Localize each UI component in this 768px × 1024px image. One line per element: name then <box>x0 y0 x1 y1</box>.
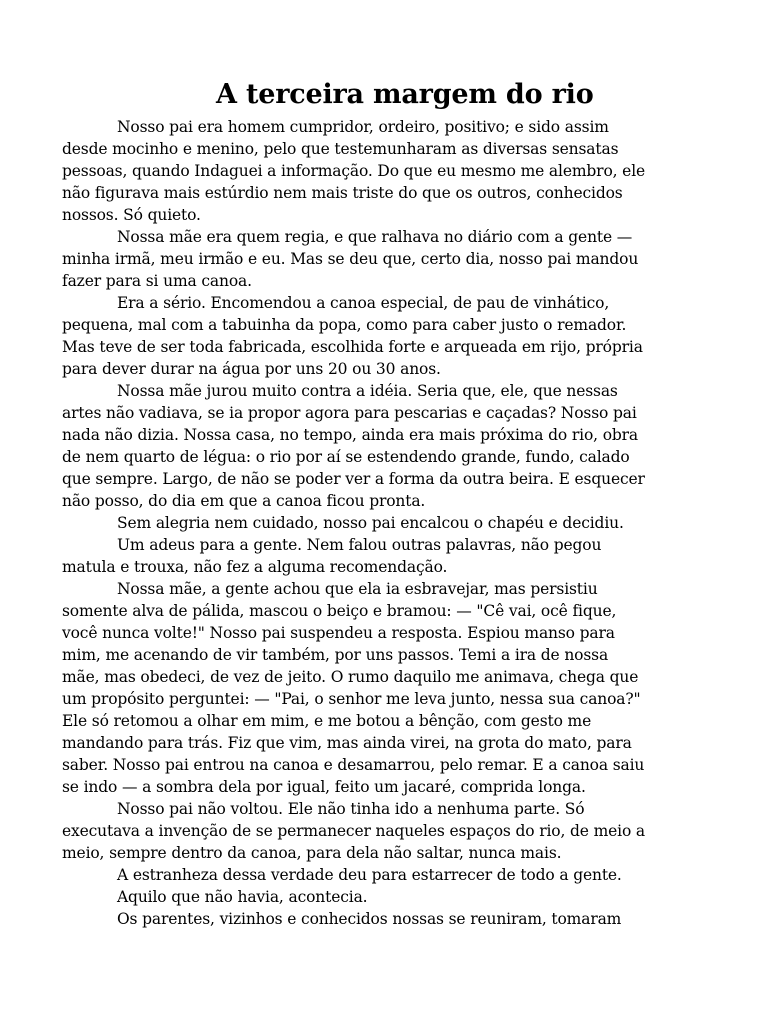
text-line: executava a invenção de se permanecer naqueles espaços do rio, de meio a <box>62 822 645 840</box>
text-line: fazer para si uma canoa. <box>62 272 252 290</box>
text-line: Nossa mãe era quem regia, e que ralhava no diário com a gente — <box>117 228 633 246</box>
text-line: não posso, do dia em que a canoa ficou pronta. <box>62 492 426 510</box>
text-line: Aquilo que não havia, acontecia. <box>117 888 368 906</box>
text-line: meio, sempre dentro da canoa, para dela não saltar, nunca mais. <box>62 844 562 862</box>
text-line: nossos. Só quieto. <box>62 206 201 224</box>
text-line: Era a sério. Encomendou a canoa especial, de pau de vinhático, <box>117 294 610 312</box>
text-line: Ele só retomou a olhar em mim, e me botou a bênção, com gesto me <box>62 712 592 730</box>
text-line: que sempre. Largo, de não se poder ver a forma da outra beira. E esquecer <box>62 470 645 488</box>
text-line: somente alva de pálida, mascou o beiço e bramou: — "Cê vai, ocê fique, <box>62 602 617 620</box>
text-line: Um adeus para a gente. Nem falou outras palavras, não pegou <box>117 536 602 554</box>
text-line: mãe, mas obedeci, de vez de jeito. O rumo daquilo me animava, chega que <box>62 668 639 686</box>
text-line: você nunca volte!" Nosso pai suspendeu a resposta. Espiou manso para <box>62 624 615 642</box>
text-line: matula e trouxa, não fez a alguma recomendação. <box>62 558 448 576</box>
text-line: para dever durar na água por uns 20 ou 30 anos. <box>62 360 441 378</box>
text-line: um propósito perguntei: — "Pai, o senhor me leva junto, nessa sua canoa?" <box>62 690 641 708</box>
text-line: Nossa mãe, a gente achou que ela ia esbravejar, mas persistiu <box>117 580 598 598</box>
document-title: A terceira margem do rio <box>216 79 594 110</box>
text-line: Nossa mãe jurou muito contra a idéia. Seria que, ele, que nessas <box>117 382 618 400</box>
text-line: Nosso pai não voltou. Ele não tinha ido a nenhuma parte. Só <box>117 800 585 818</box>
document-body <box>62 116 728 930</box>
text-line: artes não vadiava, se ia propor agora para pescarias e caçadas? Nosso pai <box>62 404 637 422</box>
text-line: nada não dizia. Nossa casa, no tempo, ainda era mais próxima do rio, obra <box>62 426 638 444</box>
text-line: Nosso pai era homem cumpridor, ordeiro, positivo; e sido assim <box>117 118 609 136</box>
text-line: mandando para trás. Fiz que vim, mas ainda virei, na grota do mato, para <box>62 734 632 752</box>
text-line: pessoas, quando Indaguei a informação. Do que eu mesmo me alembro, ele <box>62 162 646 180</box>
text-line: desde mocinho e menino, pelo que testemunharam as diversas sensatas <box>62 140 619 158</box>
text-line: Sem alegria nem cuidado, nosso pai encalcou o chapéu e decidiu. <box>117 514 624 532</box>
text-line: Mas teve de ser toda fabricada, escolhida forte e arqueada em rijo, própria <box>62 338 643 356</box>
text-line: de nem quarto de légua: o rio por aí se estendendo grande, fundo, calado <box>62 448 630 466</box>
text-line: não figurava mais estúrdio nem mais triste do que os outros, conhecidos <box>62 184 623 202</box>
text-line: se indo — a sombra dela por igual, feito um jacaré, comprida longa. <box>62 778 586 796</box>
text-line: pequena, mal com a tabuinha da popa, como para caber justo o remador. <box>62 316 627 334</box>
text-line: A estranheza dessa verdade deu para estarrecer de todo a gente. <box>117 866 622 884</box>
text-line: mim, me acenando de vir também, por uns passos. Temi a ira de nossa <box>62 646 609 664</box>
text-line: minha irmã, meu irmão e eu. Mas se deu que, certo dia, nosso pai mandou <box>62 250 639 268</box>
text-line: Os parentes, vizinhos e conhecidos nossas se reuniram, tomaram <box>117 910 622 928</box>
text-line: saber. Nosso pai entrou na canoa e desamarrou, pelo remar. E a canoa saiu <box>62 756 645 774</box>
